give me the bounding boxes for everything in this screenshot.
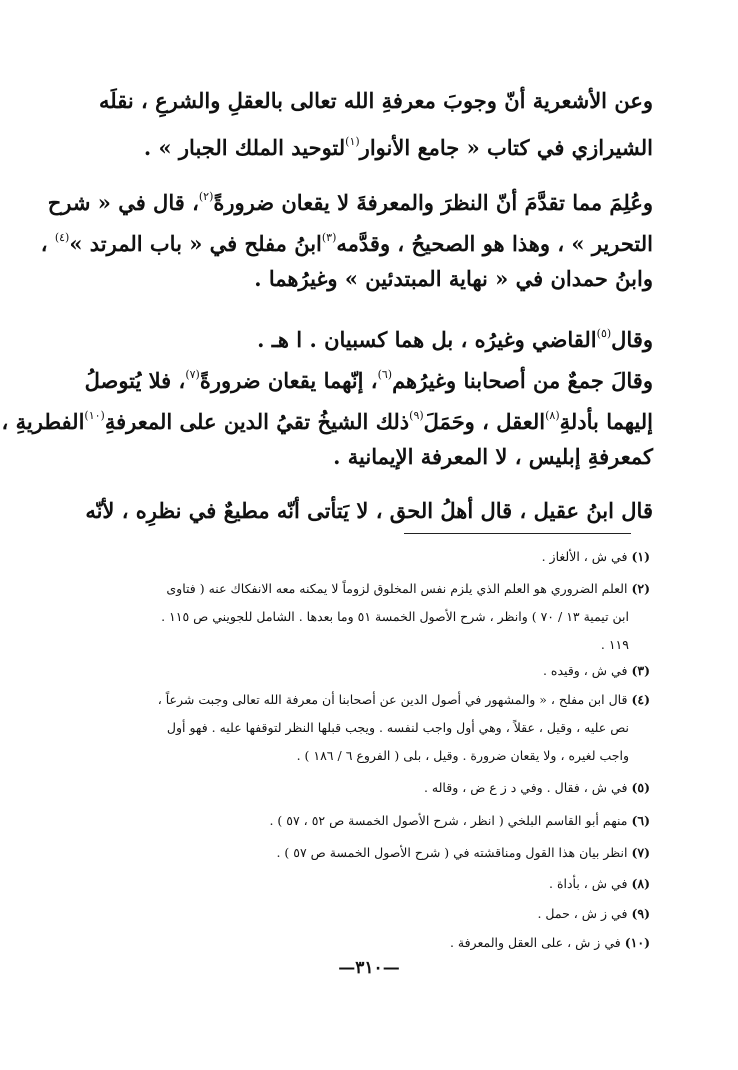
main-text-line: التحرير » ، وهذا هو الصحيحُ ، وقدَّمه$^{(٣)}$ابنُ مفلح في « باب المرتد »$^{(٤)}$ ، (40, 231, 653, 256)
footnote: (٥)في ش ، فقال . وفي د ز ع ض ، وقاله . (423, 780, 650, 795)
footnote-number: (٩) (631, 906, 650, 921)
footnote-continuation: ابن تيمية ١٣ / ٧٠ ) وانظر ، شرح الأصول الخمسة ٥١ وما بعدها . الشامل للجويني ص ١١٥ . (161, 609, 629, 624)
main-text-line: إليهما بأدلةِ$^{(٨)}$العقل ، وحَمَلَ$^{(٩)}$ذلك الشيخُ تقيُ الدين على المعرفةِ$^{(١٠)}$الفطريةِ ، (1, 409, 653, 434)
footnote-number: (٤) (631, 692, 650, 707)
page-number: —٣١٠— (338, 958, 400, 978)
footnote-ref[interactable]: (١) (345, 135, 360, 148)
footnote-separator (404, 533, 631, 534)
main-text-line: وعن الأشعرية أنّ وجوبَ معرفةِ الله تعالى بالعقلِ والشرعِ ، نقلَه (99, 88, 653, 113)
footnote: (٨)في ش ، بأداة . (549, 876, 650, 891)
main-text-line: وابنُ حمدان في « نهاية المبتدئين » وغيرُهما . (254, 266, 653, 291)
footnote: (١٠)في ز ش ، على العقل والمعرفة . (449, 935, 650, 950)
footnote-ref[interactable]: (٧) (185, 368, 200, 381)
footnote-ref[interactable]: (٥) (596, 327, 612, 340)
footnote-continuation: ١١٩ . (600, 637, 629, 652)
footnote: (٣)في ش ، وقيده . (542, 663, 650, 678)
footnote-ref[interactable]: (٩) (409, 409, 424, 422)
footnote-number: (٥) (631, 780, 650, 795)
main-text-line: وقالَ جمعٌ من أصحابنا وغيرُهم$^{(٦)}$، إنّهما يقعان ضرورةً$^{(٧)}$، فلا يُتوصلُ (84, 368, 653, 393)
footnote-continuation: نص عليه ، وقيل ، عقلاً ، وهي أول واجب لنفسه . ويجب قبلها النظر لتوقفها عليه . فهو أول (166, 720, 629, 735)
footnote-ref[interactable]: (٦) (377, 368, 393, 381)
footnote-ref[interactable]: (١٠) (84, 409, 105, 422)
main-text-line: وقال$^{(٥)}$القاضي وغيرُه ، بل هما كسبيان . ا هـ . (257, 327, 653, 352)
footnote: (٤)قال ابن مفلح ، « والمشهور في أصول الدين عن أصحابنا أن معرفة الله تعالى وجبت شرعاً ، (157, 692, 650, 707)
footnote-number: (١٠) (624, 935, 650, 950)
footnote-number: (٢) (631, 581, 650, 596)
main-text-line: وعُلِمَ مما تقدَّمَ أنّ النظرَ والمعرفةَ لا يقعان ضرورةً$^{(٢)}$، قال في « شرح (47, 190, 653, 215)
main-text-line: كمعرفةِ إبليس ، لا المعرفة الإيمانية . (333, 444, 653, 469)
footnote: (٧)انظر بيان هذا القول ومناقشته في ( شرح الأصول الخمسة ص ٥٧ ) . (276, 845, 650, 860)
footnote-number: (٧) (631, 845, 650, 860)
footnote: (١)في ش ، الألغاز . (541, 549, 650, 564)
footnote-ref[interactable]: (٢) (198, 190, 214, 203)
footnote-ref[interactable]: (٣) (321, 231, 337, 244)
footnote-ref[interactable]: (٨) (545, 409, 560, 422)
footnote-number: (٣) (631, 663, 650, 678)
footnote-continuation: واجب لغيره ، ولا يقعان ضرورة . وقيل ، بلى ( الفروع ٦ / ١٨٦ ) . (296, 748, 629, 763)
footnote: (٢)العلم الضروري هو العلم الذي يلزم نفس المخلوق لزوماً لا يمكنه معه الانفكاك عنه ( فتاوى (166, 581, 650, 596)
footnote-ref[interactable]: (٤) (54, 231, 70, 244)
footnote-number: (١) (631, 549, 650, 564)
footnote: (٩)في ز ش ، حمل . (537, 906, 650, 921)
main-text-line: قال ابنُ عقيل ، قال أهلُ الحق ، لا يَتأتى أنّه مطيعٌ في نظرِه ، لأنّه (85, 498, 653, 523)
main-text-line: الشيرازي في كتاب « جامع الأنوار$^{(١)}$لتوحيد الملك الجبار » . (143, 135, 653, 160)
footnote: (٦)منهم أبو القاسم البلخي ( انظر ، شرح الأصول الخمسة ص ٥٢ ، ٥٧ ) . (269, 813, 650, 828)
footnote-number: (٦) (631, 813, 650, 828)
footnote-number: (٨) (631, 876, 650, 891)
